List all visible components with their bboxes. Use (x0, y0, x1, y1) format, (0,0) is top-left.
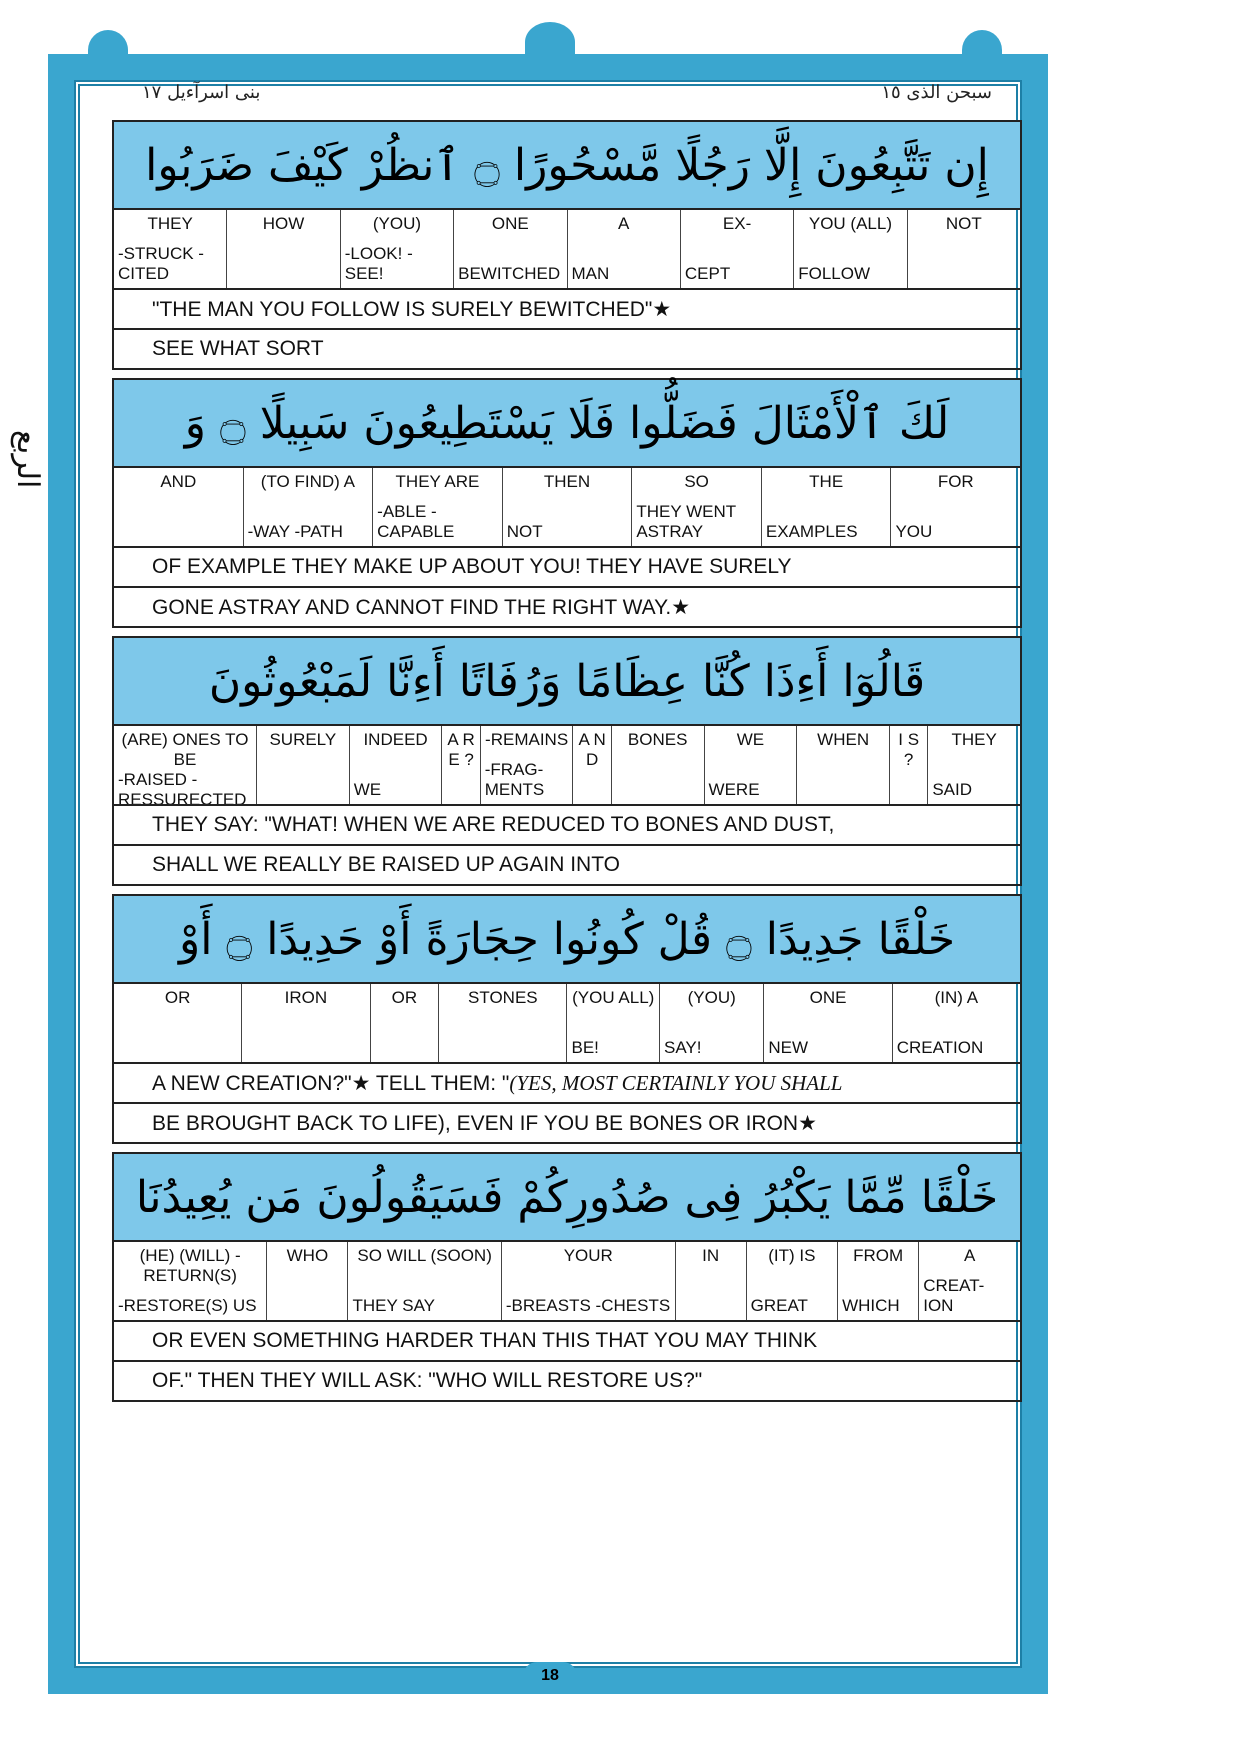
word-cell (114, 468, 243, 546)
word-cell (680, 210, 793, 288)
translation-line: "THE MAN YOU FOLLOW IS SURELY BEWITCHED"★ (112, 290, 1022, 330)
word-bottom: -BREASTS -CHESTS (505, 1296, 671, 1315)
section-marker: الربع (10, 430, 45, 489)
word-cell (349, 726, 442, 804)
word-top: (TO FIND) A (260, 472, 355, 491)
arabic-verse (112, 1152, 1022, 1242)
translation-line: SEE WHAT SORT (112, 330, 1022, 370)
content-page (112, 112, 1022, 1402)
word-top: (IN) A (934, 988, 979, 1007)
word-cell (704, 726, 797, 804)
word-top: (YOU ALL) (572, 988, 655, 1007)
page-number: 18 (523, 1662, 577, 1690)
word-bottom: THEY WENT ASTRAY (636, 502, 736, 541)
word-cell (114, 1242, 266, 1320)
word-top: AND (160, 472, 197, 491)
word-grid (112, 468, 1022, 548)
word-top: THEY (951, 730, 997, 749)
word-top: -REMAINS (485, 730, 569, 749)
word-bottom: MAN (571, 264, 610, 283)
word-top: SO (684, 472, 709, 491)
word-cell (114, 726, 256, 804)
word-bottom: SAY! (663, 1038, 702, 1057)
word-cell (890, 468, 1020, 546)
word-cell (114, 984, 241, 1062)
word-top: WE (736, 730, 765, 749)
word-cell (793, 210, 906, 288)
word-cell (243, 468, 373, 546)
word-cell (502, 468, 632, 546)
word-cell (572, 726, 610, 804)
word-cell (347, 1242, 500, 1320)
arabic-verse (112, 120, 1022, 210)
word-cell (837, 1242, 918, 1320)
translation-line: SHALL WE REALLY BE RAISED UP AGAIN INTO (112, 846, 1022, 886)
word-cell (796, 726, 889, 804)
word-bottom: -RAISED -RESSURECTED (118, 770, 247, 804)
word-top: ONE (491, 214, 529, 233)
word-cell (927, 726, 1020, 804)
word-cell (370, 984, 439, 1062)
word-grid (112, 726, 1022, 806)
surah-name: بنی اسرآءیل ١٧ (142, 82, 261, 103)
arabic-text: لَكَ ٱلْأَمْثَالَ فَضَلُّوا فَلَا يَسْتَطِيعُونَ سَبِيلًا ۝ وَ (184, 397, 950, 449)
word-top: A (618, 214, 630, 233)
translation-italic: (YES, MOST CERTAINLY YOU SHALL (509, 1070, 843, 1095)
word-cell (453, 210, 566, 288)
word-bottom: WHICH (842, 1296, 900, 1315)
arabic-verse (112, 636, 1022, 726)
translation-line: BE BROUGHT BACK TO LIFE), EVEN IF YOU BE BONES OR IRON★ (112, 1104, 1022, 1144)
word-cell (480, 726, 573, 804)
page-header (112, 82, 1022, 108)
word-bottom: -RESTORE(S) US (118, 1296, 257, 1315)
arabic-text: إِن تَتَّبِعُونَ إِلَّا رَجُلًا مَّسْحُورًا ۝ ٱنظُرْ كَيْفَ ضَرَبُوا (145, 139, 989, 191)
word-cell (761, 468, 891, 546)
word-cell (889, 726, 927, 804)
verse-block (112, 636, 1022, 886)
word-top: THEY ARE (395, 472, 480, 491)
word-top: I S ? (898, 730, 920, 769)
translation-text: A NEW CREATION?"★ TELL THEM: " (152, 1071, 510, 1095)
word-cell (372, 468, 502, 546)
word-bottom: NOT (506, 522, 543, 541)
word-cell (438, 984, 566, 1062)
juz-name: سبحن الذی ١٥ (881, 82, 992, 103)
word-top: INDEED (363, 730, 428, 749)
word-top: FOR (937, 472, 974, 491)
word-bottom: CEPT (684, 264, 731, 283)
word-bottom: THEY SAY (352, 1296, 435, 1315)
word-bottom: -FRAG- MENTS (484, 760, 545, 799)
word-top: HOW (262, 214, 305, 233)
arabic-verse (112, 894, 1022, 984)
translation-line: GONE ASTRAY AND CANNOT FIND THE RIGHT WAY.★ (112, 588, 1022, 628)
word-bottom: EXAMPLES (765, 522, 858, 541)
word-bottom: SAID (932, 780, 972, 799)
word-top: FROM (853, 1246, 904, 1265)
translation-line: OF EXAMPLE THEY MAKE UP ABOUT YOU! THEY HAVE SURELY (112, 548, 1022, 588)
word-bottom: CREATION (896, 1038, 984, 1057)
word-bottom: -STRUCK -CITED (118, 244, 204, 283)
verse-block (112, 894, 1022, 1144)
word-cell (763, 984, 891, 1062)
word-top: SURELY (269, 730, 337, 749)
word-top: WHO (286, 1246, 329, 1265)
word-top: THE (809, 472, 844, 491)
word-top: BONES (627, 730, 688, 749)
word-top: THEN (543, 472, 591, 491)
corner-ornament (88, 30, 128, 70)
word-bottom: BE! (571, 1038, 599, 1057)
word-cell (631, 468, 761, 546)
word-cell (907, 210, 1020, 288)
arabic-text: قَالُوٓا أَءِذَا كُنَّا عِظَامًا وَرُفَاتًا أَءِنَّا لَمَبْعُوثُونَ (208, 655, 926, 707)
word-cell (659, 984, 763, 1062)
word-top: SO WILL (SOON) (357, 1246, 492, 1265)
word-bottom: -LOOK! -SEE! (344, 244, 413, 283)
word-cell (340, 210, 453, 288)
corner-ornament (962, 30, 1002, 70)
word-cell (266, 1242, 347, 1320)
word-bottom: -WAY -PATH (247, 522, 343, 541)
word-bottom: YOU (895, 522, 933, 541)
word-bottom: GREAT (750, 1296, 808, 1315)
translation-line: OR EVEN SOMETHING HARDER THAN THIS THAT YOU MAY THINK (112, 1322, 1022, 1362)
verse-block (112, 1152, 1022, 1402)
word-top: (YOU) (372, 214, 422, 233)
word-cell (675, 1242, 746, 1320)
word-grid (112, 210, 1022, 290)
word-bottom: NEW (768, 1038, 809, 1057)
word-bottom: WERE (708, 780, 760, 799)
word-bottom: CREAT- ION (923, 1276, 985, 1315)
word-top: YOU (ALL) (808, 214, 892, 233)
word-top: OR (164, 988, 191, 1007)
word-cell (114, 210, 226, 288)
word-cell (566, 984, 659, 1062)
word-top: NOT (945, 214, 982, 233)
top-ornament (525, 22, 575, 62)
word-top: (HE) (WILL) -RETURN(S) (139, 1246, 241, 1285)
translation-line: OF." THEN THEY WILL ASK: "WHO WILL RESTORE US?" (112, 1362, 1022, 1402)
word-bottom: -ABLE -CAPABLE (377, 502, 455, 541)
word-cell (441, 726, 479, 804)
word-top: STONES (468, 988, 538, 1007)
word-top: THEY (147, 214, 193, 233)
word-bottom: WE (353, 780, 382, 799)
word-top: YOUR (563, 1246, 613, 1265)
word-top: EX- (722, 214, 752, 233)
word-cell (918, 1242, 1020, 1320)
word-top: IN (702, 1246, 720, 1265)
word-top: WHEN (817, 730, 870, 749)
word-grid (112, 984, 1022, 1064)
translation-line: THEY SAY: "WHAT! WHEN WE ARE REDUCED TO BONES AND DUST, (112, 806, 1022, 846)
word-top: A N D (578, 730, 606, 769)
translation-line (112, 1064, 1022, 1104)
word-top: (YOU) (687, 988, 736, 1007)
word-top: (IT) IS (768, 1246, 816, 1265)
word-bottom: BEWITCHED (458, 264, 561, 283)
word-top: A R E ? (447, 730, 475, 769)
word-cell (256, 726, 349, 804)
verse-block (112, 120, 1022, 370)
word-top: OR (391, 988, 418, 1007)
verse-block (112, 378, 1022, 628)
word-top: (ARE) ONES TO BE (121, 730, 249, 769)
arabic-text: خَلْقًا مِّمَّا يَكْبُرُ فِى صُدُورِكُمْ فَسَيَقُولُونَ مَن يُعِيدُنَا (135, 1171, 999, 1223)
word-cell (226, 210, 339, 288)
word-bottom: FOLLOW (798, 264, 871, 283)
word-cell (611, 726, 704, 804)
word-top: ONE (809, 988, 847, 1007)
word-grid (112, 1242, 1022, 1322)
word-top: A (963, 1246, 976, 1265)
word-cell (567, 210, 680, 288)
arabic-text: خَلْقًا جَدِيدًا ۝ قُلْ كُونُوا حِجَارَةً أَوْ حَدِيدًا ۝ أَوْ (178, 913, 956, 965)
arabic-verse (112, 378, 1022, 468)
word-cell (241, 984, 369, 1062)
word-cell (746, 1242, 837, 1320)
word-cell (892, 984, 1020, 1062)
word-top: IRON (284, 988, 328, 1007)
word-cell (501, 1242, 675, 1320)
